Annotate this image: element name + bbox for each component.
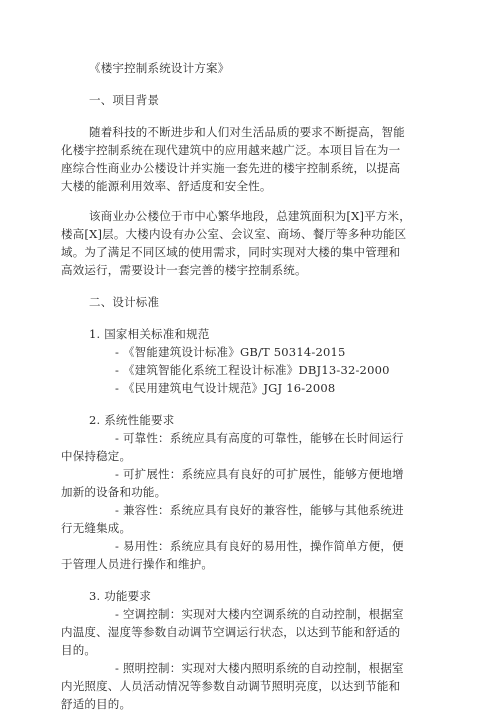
paragraph-line: - 易用性：系统应具有良好的易用性，操作简单方便，便 — [115, 539, 404, 553]
paragraph-line: 于管理人员进行操作和维护。 — [61, 557, 214, 571]
paragraph-line: - 可靠性：系统应具有高度的可靠性，能够在长时间运行 — [115, 431, 404, 445]
paragraph-line: 加新的设备和功能。 — [61, 485, 167, 499]
paragraph-line: 内光照度、人员活动情况等参数自动调节照明亮度，以达到节能和 — [61, 679, 401, 693]
paragraph-line: 楼高[X]层。大楼内设有办公室、会议室、商场、餐厅等多种功能区 — [61, 227, 407, 241]
paragraph-line: - 空调控制：实现对大楼内空调系统的自动控制，根据室 — [115, 607, 404, 621]
sub-list-item: - 《建筑智能化系统工程设计标准》DBJ13-32-2000 — [115, 363, 390, 377]
paragraph-line: 随着科技的不断进步和人们对生活品质的要求不断提高，智能 — [89, 125, 405, 139]
sub-list-item: - 《民用建筑电气设计规范》JGJ 16-2008 — [115, 381, 336, 395]
paragraph-line: 化楼宇控制系统在现代建筑中的应用越来越广泛。本项目旨在为一 — [61, 143, 401, 157]
section-2-heading: 二、设计标准 — [89, 295, 160, 309]
paragraph-line: 该商业办公楼位于市中心繁华地段，总建筑面积为[X]平方米， — [89, 209, 411, 223]
sub-list-item: - 《智能建筑设计标准》GB/T 50314-2015 — [115, 345, 346, 359]
paragraph-line: 高效运行，需要设计一套完善的楼宇控制系统。 — [61, 263, 307, 277]
list-item-label: 2. 系统性能要求 — [89, 413, 175, 427]
paragraph-line: 中保持稳定。 — [61, 449, 132, 463]
section-1-heading: 一、项目背景 — [89, 93, 160, 107]
paragraph-line: - 照明控制：实现对大楼内照明系统的自动控制，根据室 — [115, 661, 404, 675]
paragraph-line: 内温度、湿度等参数自动调节空调运行状态，以达到节能和舒适的 — [61, 625, 401, 639]
document-title: 《楼宇控制系统设计方案》 — [89, 61, 230, 75]
list-item-label: 1. 国家相关标准和规范 — [89, 327, 210, 341]
list-item-label: 3. 功能要求 — [89, 589, 152, 603]
paragraph-line: - 可扩展性：系统应具有良好的可扩展性，能够方便地增 — [115, 467, 404, 481]
paragraph-line: 行无缝集成。 — [61, 521, 132, 535]
paragraph-line: 目的。 — [61, 643, 97, 657]
paragraph-line: 舒适的目的。 — [61, 697, 132, 711]
paragraph-line: 大楼的能源利用效率、舒适度和安全性。 — [61, 179, 272, 193]
paragraph-line: 域。为了满足不同区域的使用需求，同时实现对大楼的集中管理和 — [61, 245, 401, 259]
paragraph-line: - 兼容性：系统应具有良好的兼容性，能够与其他系统进 — [115, 503, 404, 517]
paragraph-line: 座综合性商业办公楼设计并实施一套先进的楼宇控制系统，以提高 — [61, 161, 401, 175]
